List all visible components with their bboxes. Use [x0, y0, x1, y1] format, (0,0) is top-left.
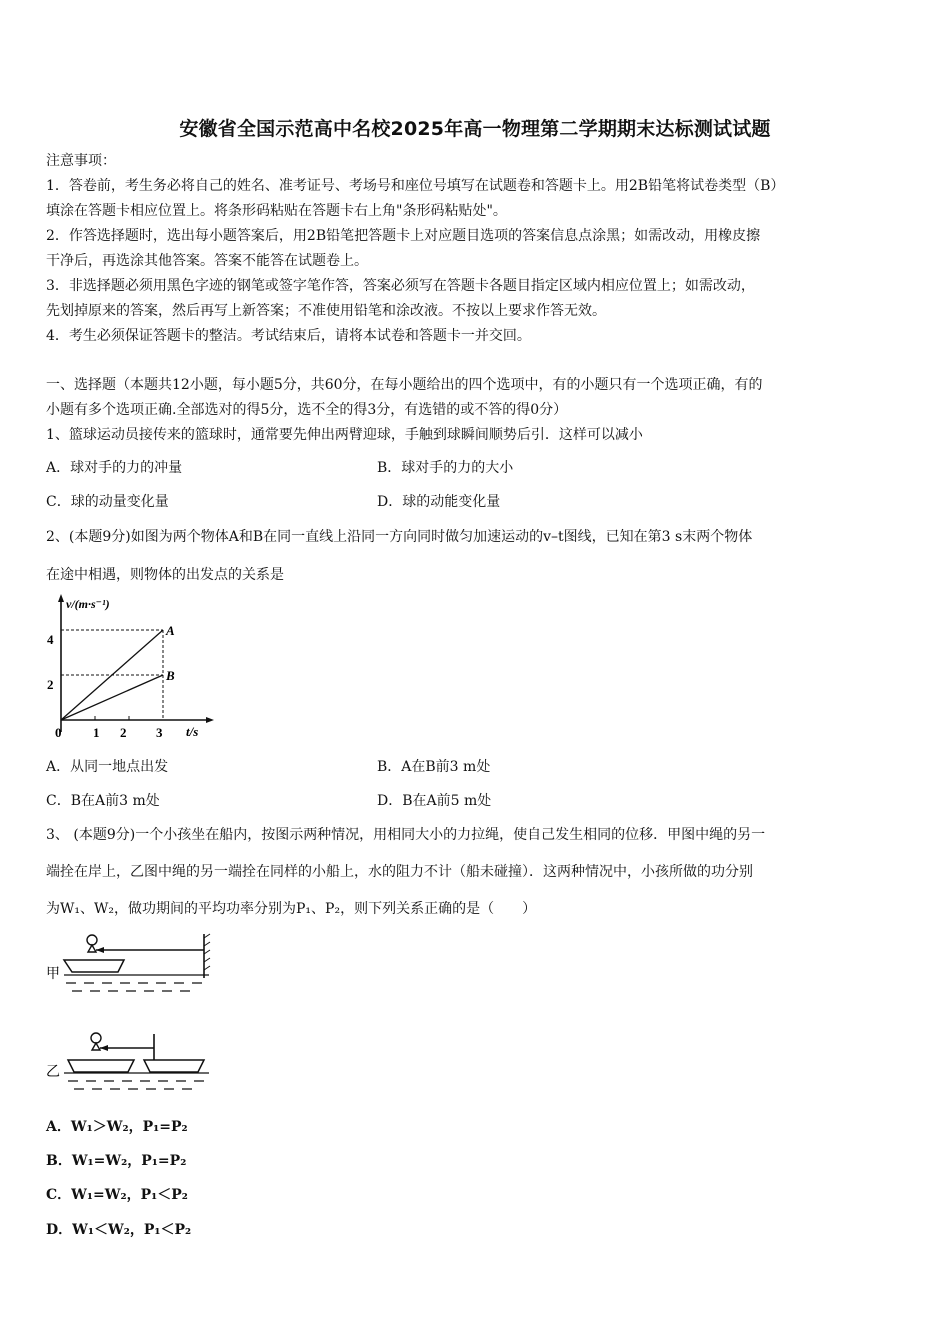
figure-label-jia: 甲 [46, 967, 60, 982]
notice-line: 先划掉原来的答案，然后再写上新答案；不准使用铅笔和涂改液。不按以上要求作答无效。 [46, 303, 606, 319]
y-axis-label: v/(m·s⁻¹) [66, 597, 110, 611]
rope-arrow [96, 947, 104, 953]
q2-option-a: A．从同一地点出发 [46, 759, 169, 775]
q1-option-b: B．球对手的力的大小 [377, 460, 514, 476]
x-tick-label: 2 [120, 725, 127, 740]
line-a-label: A [166, 623, 175, 638]
notice-heading: 注意事项： [46, 153, 116, 169]
section-header: 小题有多个选项正确.全部选对的得5分，选不全的得3分，有选错的或不答的得0分） [46, 402, 568, 418]
x-tick-label: 3 [156, 725, 163, 740]
figure-label-yi: 乙 [46, 1065, 60, 1080]
rope-arrow [100, 1045, 108, 1051]
y-axis-arrow [58, 594, 64, 602]
q3-stem: 3、 (本题9分)一个小孩坐在船内，按图示两种情况，用相同大小的力拉绳，使自己发生相同的位移．甲图中绳的另一 [46, 827, 766, 843]
q3-stem: 端拴在岸上，乙图中绳的另一端拴在同样的小船上，水的阻力不计（船未碰撞）．这两种情况中，小孩所做的功分别 [46, 864, 753, 880]
child-head [87, 935, 97, 945]
q2-option-d: D．B在A前5 m处 [377, 793, 492, 809]
section-header: 一、选择题（本题共12小题，每小题5分，共60分，在每小题给出的四个选项中，有的小题只有一个选项正确，有的 [46, 377, 763, 393]
q2-stem: 2、(本题9分)如图为两个物体A和B在同一直线上沿同一方向同时做匀加速运动的v–t图线，已知在第3 s末两个物体 [46, 529, 753, 545]
q2-option-c: C．B在A前3 m处 [46, 793, 160, 809]
q3-option-c: C．W₁=W₂，P₁＜P₂ [46, 1187, 188, 1203]
vt-graph [40, 592, 220, 742]
notice-line: 4．考生必须保证答题卡的整洁。考试结束后，请将本试卷和答题卡一并交回。 [46, 328, 531, 344]
child-body [88, 945, 96, 952]
boat-figure-jia [44, 930, 216, 1004]
boat-2 [144, 1060, 204, 1072]
x-axis-label: t/s [186, 724, 199, 739]
q1-option-c: C．球的动量变化量 [46, 494, 169, 510]
q3-option-a: A．W₁＞W₂，P₁=P₂ [46, 1119, 188, 1135]
x-tick-label: 1 [93, 725, 100, 740]
notice-line: 3．非选择题必须用黑色字迹的钢笔或签字笔作答，答案必须写在答题卡各题目指定区域内相应位置上；如需改动， [46, 278, 755, 294]
y-tick-label: 4 [47, 632, 54, 647]
notice-line: 填涂在答题卡相应位置上。将条形码粘贴在答题卡右上角"条形码粘贴处"。 [46, 203, 507, 219]
q1-option-d: D．球的动能变化量 [377, 494, 501, 510]
q3-option-b: B．W₁=W₂，P₁=P₂ [46, 1153, 187, 1169]
x-axis-arrow [206, 717, 214, 723]
notice-line: 干净后，再选涂其他答案。答案不能答在试题卷上。 [46, 253, 368, 269]
q1-option-a: A．球对手的力的冲量 [46, 460, 183, 476]
boat-1 [68, 1060, 134, 1072]
origin-label: 0 [55, 725, 62, 740]
page-title: 安徽省全国示范高中名校2025年高一物理第二学期期末达标测试试题 [179, 118, 771, 140]
y-tick-label: 2 [47, 677, 54, 692]
q2-option-b: B．A在B前3 m处 [377, 759, 491, 775]
notice-line: 2．作答选择题时，选出每小题答案后，用2B铅笔把答题卡上对应题目选项的答案信息点涂黑；如需改动，用橡皮擦 [46, 228, 761, 244]
notice-line: 1．答卷前，考生务必将自己的姓名、准考证号、考场号和座位号填写在试题卷和答题卡上。用2B铅笔将试卷类型（B） [46, 178, 785, 194]
line-b-label: B [166, 668, 175, 683]
line-b [61, 675, 163, 720]
shore-hatch [204, 934, 210, 970]
q3-stem: 为W₁、W₂，做功期间的平均功率分别为P₁、P₂，则下列关系正确的是（ ） [46, 901, 537, 917]
q3-option-d: D．W₁＜W₂，P₁＜P₂ [46, 1222, 192, 1238]
child-head [91, 1033, 101, 1043]
q1-stem: 1、篮球运动员接传来的篮球时，通常要先伸出两臂迎球，手触到球瞬间顺势后引．这样可以减小 [46, 427, 643, 443]
boat [64, 960, 124, 972]
child-body [92, 1043, 100, 1050]
boat-figure-yi [44, 1030, 216, 1100]
q2-stem: 在途中相遇，则物体的出发点的关系是 [46, 567, 284, 583]
